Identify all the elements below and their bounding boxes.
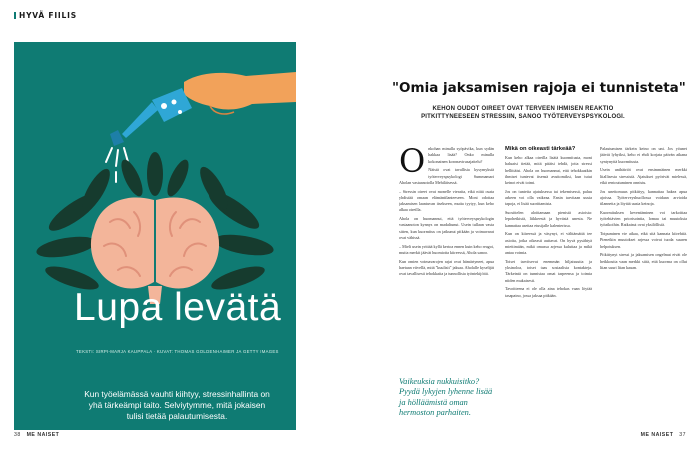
page-number-left: 38 <box>14 432 21 438</box>
article-column-3 <box>600 146 687 442</box>
watering-can-icon <box>110 88 192 146</box>
article-headline: "Omia jaksamisen rajoja ei tunnisteta" <box>392 80 686 96</box>
body-paragraph: Kun on kiireessä ja väsynyt, ei välttämättä tee asioita, jotka oikeasti auttavat. On hyvä pysähtyä miettimään, mikä omassa arjessa kuluttaa ja mikä antaa voimia. <box>505 231 592 255</box>
drop-cap: O <box>399 146 426 180</box>
section-label <box>14 11 77 20</box>
hero-lead: Kun työelämässä vauhti kiihtyy, stressinhallinta on yhä tärkeämpi taito. Selviytymme, mitä jokaisen tulisi tietää palautumisesta. <box>84 389 270 421</box>
pull-quote: Vaikeuksia nukkuisitko? Pyydä lykyjen lyhenne lisää ja hölläämistä oman hermoston parhaiten. <box>399 377 493 417</box>
body-paragraph: Kuormituksen keventäminen voi tarkoittaa työtehtävien priorisointia, lomaa tai muutoksia työaikoihin. Ratkaisut ovat yksilöllisiä. <box>600 209 687 228</box>
body-paragraph: Ahola on huomannut, että työterveyspsykologin vastaanoton kynnys on madaltunut. Usein tullaan vasta sitten, kun kuormitus on jatkunut pitkään ja voimavarat ovat vähissä. <box>399 216 494 240</box>
article-column-2 <box>505 146 592 442</box>
hero-title: Lupa levätä <box>74 286 282 329</box>
article-deck: KEHON OUDOT OIREET OVAT TERVEEN IHMISEN REAKTIO PITKITTYNEESEEN STRESSIIN, SANOO TYÖTERVEYSPSYKOLOGI. <box>421 106 625 120</box>
leaves <box>35 152 275 294</box>
section-label-text: HYVÄ FIILIS <box>19 11 77 20</box>
body-paragraph: Usein unihäiriöt ovat ensimmäinen merkki liiallisesta stressistä. Ajatukset pyörivät mielessä, eikä rentoutuminen onnistu. <box>600 167 687 185</box>
hand-shape <box>184 72 296 110</box>
hero-credits: TEKSTI: SIRPI-MARJA KAUPPALA · KUVAT: THOMAS GOLDENHAIMER JA GETTY IMAGES <box>76 349 279 354</box>
body-paragraph: Palautumisen tärkein keino on uni. Jos yöunet jäävät lyhyiksi, keho ei ehdi korjata päivän aikana syntynyttä kuormitusta. <box>600 146 687 164</box>
body-paragraph: Toipuminen vie aikaa, eikä sitä kannata kiirehtiä. Pienetkin muutokset arjessa voivat tuoda suuren helpotuksen. <box>600 231 687 249</box>
body-paragraph: – Stressin oireet ovat monelle vieraita, eikä niitä osata yhdistää omaan elämäntilanteeseen. Moni odottaa jaksamisen laantuvan itsekseen, mutta tyytyy, kun keho alkaa oireilla. <box>399 188 494 213</box>
article-column-1 <box>399 146 494 368</box>
body-paragraph: Kun keho alkaa oireilla lisätä kuormitusta, moni haluaisi tietää, mitä pitäisi tehdä, jotta stressi hellittäisi. Ahola on huomannut, että tehokkaatkin ihmiset tuntevat itsensä avuttomiksi, kun tutut keinot eivät toimi. <box>505 155 592 185</box>
body-paragraph: Näistä ovat tavallisia kysymyksiä työterveyspsykologi Summamari Aholan vastaanotolla Mehiläisessä. <box>399 167 494 185</box>
article-subhead: Mikä on oikeasti tärkeää? <box>505 146 576 152</box>
section-marker <box>14 12 16 19</box>
body-paragraph: – Mieli usein yrittää kyllä kertoa ennen kuin keho reagoi, mutta merkit jäävät huomiotta kiireessä, Ahola sanoo. <box>399 243 494 255</box>
body-paragraph: Tavoitteena ei ole olla aina tehokas vaan löytää tasapaino, jossa jaksaa pitkään. <box>505 286 592 298</box>
brain-watering-illustration <box>14 42 296 430</box>
page-number-right: 37 <box>679 432 686 438</box>
brand-left: ME NAISET <box>26 432 60 438</box>
body-paragraph: Toiset tarvitsevat enemmän hiljaisuutta ja yksinoloa, toiset taas sosiaalisia kontakteja. Tärkeintä on tunnistaa omat tarpeensa ja toimia niiden mukaisesti. <box>505 258 592 283</box>
body-paragraph: Jos unettomuus pitkittyy, kannattaa hakea apua ajoissa. Työterveyshuollossa voidaan arvioida tilannetta ja löytää uusia keinoja. <box>600 188 687 206</box>
body-paragraph: Pitkittynyt stressi ja jaksamisen ongelmat eivät ole heikkoutta vaan merkki siitä, että kuorma on ollut liian suuri liian kauan. <box>600 252 687 270</box>
hero-illustration-panel <box>14 42 296 430</box>
body-paragraph: Suosittelen aloittamaan pienistä asioista: lepohetkistä, liikkeestä ja hyvästä unesta. Ne kannattaa asettaa etusijalle kalenterissa. <box>505 210 592 228</box>
body-paragraph: Kun omien voimavarojen rajat ovat hämärtyneet, apua haetaan viivellä, mitä "kuulisit" jaksaa. Aholalle kyselijät ovat tavallisesti tehokkaita ja tunnollisia työntekijöitä. <box>399 258 494 276</box>
folio-left <box>14 432 59 438</box>
folio-right <box>641 432 686 438</box>
body-paragraph: nkohan minulla syöpävika, kun sydän hakkaa lisää? Onko minulla kokonainen koronavirusajattelu? <box>428 146 494 164</box>
body-paragraph: Jos on tunteita ajatuksessa tai tekemisessä, paluu arkeen voi olla vaikeaa. Ensin tarvitaan uusia tapoja, ei lisää suorittamista. <box>505 188 592 207</box>
brand-right: ME NAISET <box>640 432 674 438</box>
